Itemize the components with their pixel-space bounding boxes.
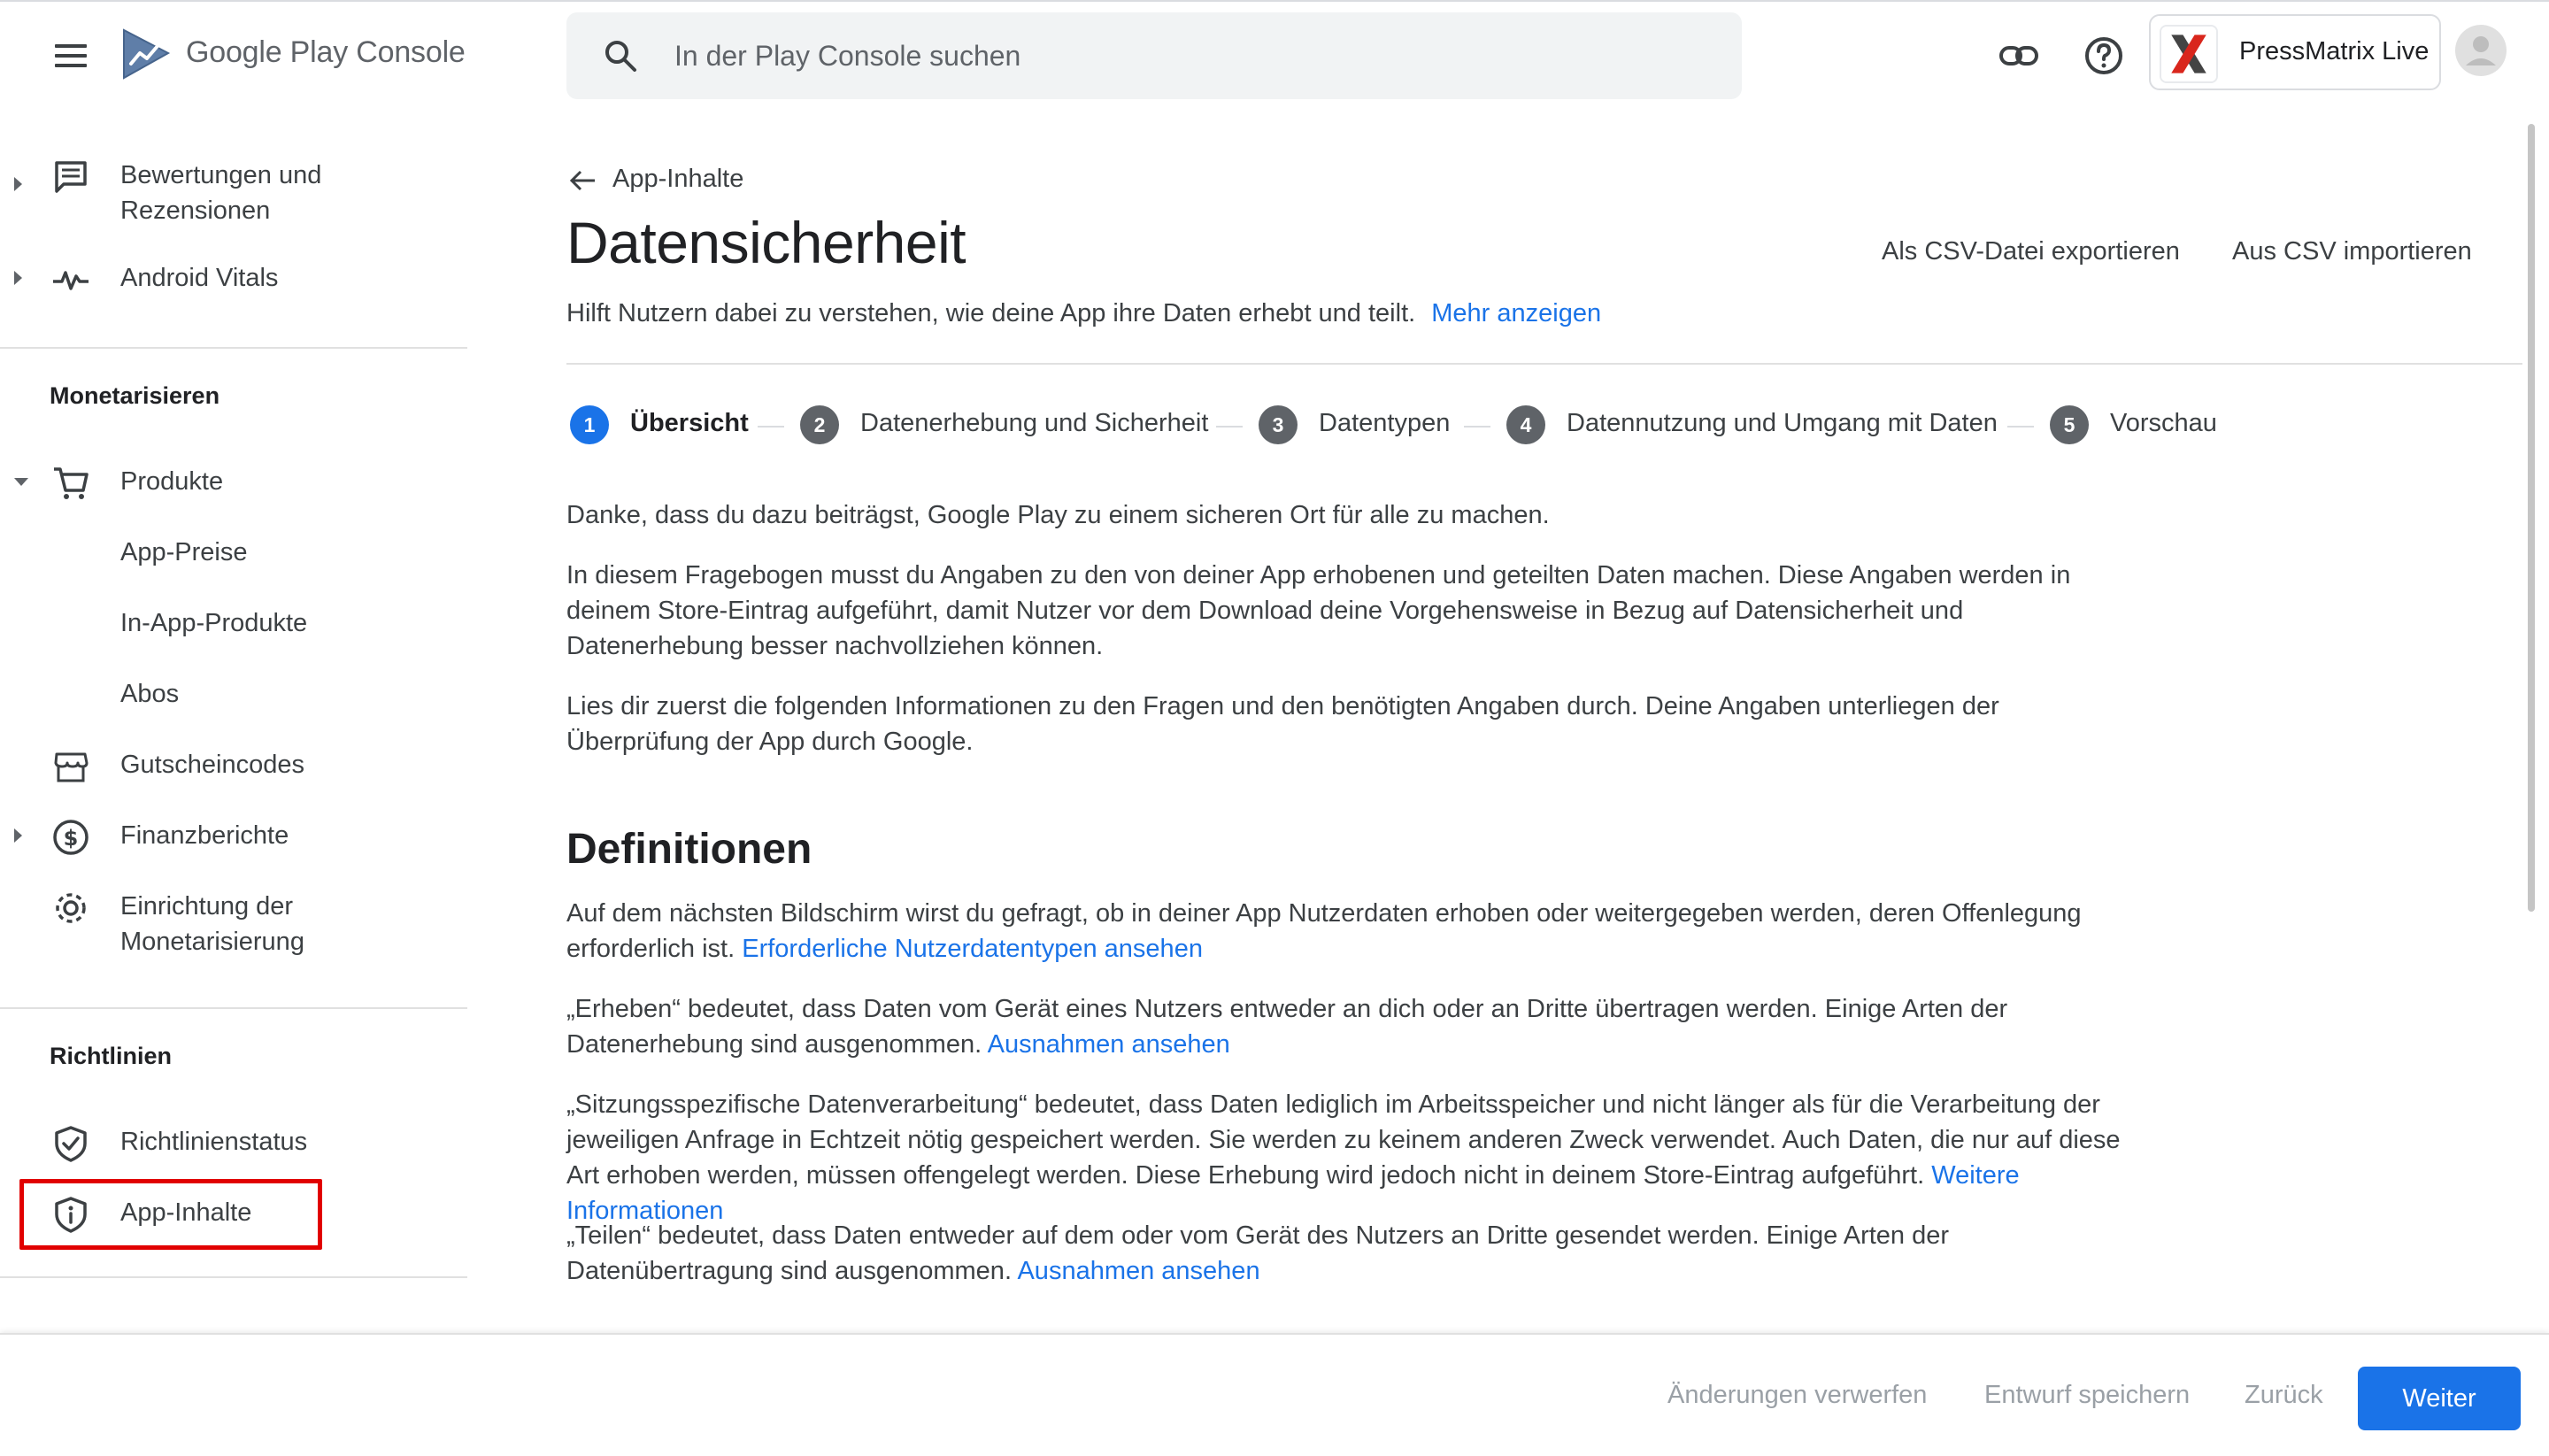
sidebar-item-label: Gutscheincodes	[120, 751, 304, 779]
account-name: PressMatrix Live	[2239, 37, 2430, 65]
definition-text: „Erheben“ bedeutet, dass Daten vom Gerät eines Nutzers entweder an dich oder an Dritte übertragen werden. Einige Arten der Datenerhebung sind ausgenommen.	[566, 995, 2008, 1059]
sidebar-section-policy: Richtlinien	[50, 1043, 173, 1069]
definition-paragraph	[566, 1218, 2151, 1289]
back-link-label: App-Inhalte	[612, 165, 744, 193]
step-label: Datenerhebung und Sicherheit	[860, 409, 1209, 437]
sidebar-section-monetize: Monetarisieren	[50, 382, 220, 409]
definition-paragraph	[566, 896, 2124, 967]
sidebar-item-label: In-App-Produkte	[120, 609, 308, 637]
expand-arrow-icon[interactable]	[14, 271, 22, 285]
page-subtitle	[566, 299, 1601, 328]
step-preview[interactable]	[2046, 400, 2259, 450]
export-csv-button[interactable]: Als CSV-Datei exportieren	[1882, 237, 2180, 266]
definition-text: Auf dem nächsten Bildschirm wirst du gefragt, ob in deiner App Nutzerdaten erhoben oder weitergegeben werden, deren Offenlegung erforderlich ist.	[566, 899, 2082, 963]
step-label: Datennutzung und Umgang mit Daten	[1567, 409, 1998, 437]
step-number: 4	[1506, 405, 1545, 444]
definitions-heading: Definitionen	[566, 826, 812, 873]
step-connector	[758, 426, 784, 428]
developer-account-chip[interactable]	[2149, 14, 2441, 90]
exceptions-link[interactable]: Ausnahmen ansehen	[987, 1030, 1230, 1059]
sidebar-item-label: App-Inhalte	[120, 1198, 252, 1227]
shield-check-icon	[51, 1124, 90, 1163]
search-bar[interactable]	[566, 12, 1742, 99]
step-label: Vorschau	[2110, 409, 2217, 437]
sidebar-item-label: Android Vitals	[120, 264, 279, 292]
step-data-collection[interactable]	[797, 400, 1209, 450]
sidebar-item-monetization-setup[interactable]	[0, 889, 469, 963]
step-number: 1	[570, 405, 609, 444]
help-icon[interactable]	[2082, 34, 2126, 78]
sidebar-item-android-vitals[interactable]	[0, 260, 469, 299]
menu-icon[interactable]	[50, 39, 92, 74]
step-number: 3	[1259, 405, 1298, 444]
definition-text: „Teilen“ bedeutet, dass Daten entweder auf dem oder vom Gerät des Nutzers an Dritte gesendet werden. Einige Arten der Datenübertragung sind ausgenommen.	[566, 1221, 1950, 1285]
sidebar-item-label: Produkte	[120, 467, 224, 496]
person-icon	[2455, 25, 2507, 76]
intro-paragraph: In diesem Fragebogen musst du Angaben zu den von deiner App erhobenen und geteilten Daten machen. Diese Angaben werden in deinem Store-Eintrag aufgeführt, damit Nutzer vor dem Download deine Vorgehensweise in Bezug auf Datensicherheit und Datenerhebung besser nachvollziehen können.	[566, 561, 2071, 660]
search-input[interactable]	[674, 32, 1692, 80]
sidebar-item-label: Richtlinienstatus	[120, 1128, 308, 1156]
step-overview[interactable]	[566, 400, 752, 450]
product-name[interactable]	[186, 35, 466, 70]
highlight-annotation	[19, 1179, 322, 1250]
app-logo-icon	[2160, 25, 2218, 83]
header-divider	[566, 363, 2522, 365]
sidebar-item-label: Bewertungen und Rezensionen	[120, 161, 322, 225]
search-icon	[602, 37, 639, 74]
footer-action-bar	[0, 1333, 2549, 1456]
sidebar-item-app-prices[interactable]	[0, 535, 469, 574]
subtitle-text: Hilft Nutzern dabei zu verstehen, wie deine App ihre Daten erhebt und teilt.	[566, 299, 1416, 327]
reviews-icon	[51, 158, 90, 196]
step-connector	[1216, 426, 1243, 428]
sidebar-divider	[0, 347, 467, 349]
store-icon	[51, 747, 90, 786]
sidebar-item-products[interactable]	[0, 464, 469, 503]
brand-name: Google Play	[186, 35, 349, 69]
next-button[interactable]: Weiter	[2358, 1367, 2521, 1430]
intro-paragraph: Lies dir zuerst die folgenden Informationen zu den Fragen und den benötigten Angaben durch. Deine Angaben unterliegen der Überprüfung der App durch Google.	[566, 692, 1999, 756]
required-data-types-link[interactable]: Erforderliche Nutzerdatentypen ansehen	[742, 935, 1203, 963]
discard-changes-button[interactable]: Änderungen verwerfen	[1667, 1381, 1928, 1409]
step-number: 5	[2050, 405, 2089, 444]
definition-paragraph	[566, 1087, 2142, 1229]
sidebar-item-financial-reports[interactable]	[0, 818, 469, 857]
link-icon[interactable]	[1997, 34, 2041, 78]
definition-text: „Sitzungsspezifische Datenverarbeitung“ bedeutet, dass Daten lediglich im Arbeitsspeicher und nicht länger als für die Verarbeitung der jeweiligen Anfrage in Echtzeit nötig gespeichert werden. Sie werden zu keinem anderen Zweck verwendet. Auch Daten, die nur auf diese Art erhoben werden, müssen offengelegt werden. Diese Erhebung wird jedoch nicht in deinem Store-Eintrag aufgeführt.	[566, 1090, 2121, 1190]
sidebar-nav	[0, 112, 469, 1333]
import-csv-button[interactable]: Aus CSV importieren	[2232, 237, 2472, 266]
top-app-bar	[0, 0, 2549, 112]
gear-icon	[51, 889, 90, 928]
vitals-icon	[51, 260, 90, 299]
sidebar-item-policy-status[interactable]	[0, 1124, 469, 1163]
play-console-logo[interactable]	[119, 27, 173, 81]
expand-arrow-icon[interactable]	[14, 177, 22, 191]
step-label: Datentypen	[1319, 409, 1451, 437]
collapse-arrow-icon[interactable]	[14, 478, 28, 486]
user-avatar[interactable]	[2455, 25, 2507, 76]
definition-paragraph	[566, 991, 2160, 1062]
exceptions-link[interactable]: Ausnahmen ansehen	[1017, 1257, 1260, 1285]
learn-more-link[interactable]: Weitere Informationen	[566, 1161, 2020, 1225]
intro-paragraph: Danke, dass du dazu beiträgst, Google Play zu einem sicheren Ort für alle zu machen.	[566, 501, 1550, 529]
sidebar-item-in-app-products[interactable]	[0, 605, 469, 644]
step-data-usage[interactable]	[1503, 400, 1998, 450]
sidebar-divider	[0, 1007, 467, 1009]
step-connector	[1464, 426, 1490, 428]
sidebar-item-reviews[interactable]	[0, 158, 469, 232]
step-connector	[2007, 426, 2034, 428]
expand-arrow-icon[interactable]	[14, 828, 22, 843]
dollar-icon	[51, 818, 90, 857]
back-button[interactable]: Zurück	[2245, 1381, 2323, 1409]
sidebar-item-label: Finanzberichte	[120, 821, 289, 850]
sidebar-item-promo-codes[interactable]	[0, 747, 469, 786]
stepper	[566, 400, 2514, 450]
page-title: Datensicherheit	[566, 210, 966, 275]
sidebar-item-label: Abos	[120, 680, 180, 708]
sidebar-item-label: App-Preise	[120, 538, 248, 566]
main-content	[566, 112, 2549, 1333]
cart-icon	[51, 464, 90, 503]
step-number: 2	[800, 405, 839, 444]
svg-text:$: $	[63, 826, 79, 851]
sidebar-item-subscriptions[interactable]	[0, 676, 469, 715]
step-data-types[interactable]	[1255, 400, 1467, 450]
sidebar-item-label: Einrichtung der Monetarisierung	[120, 892, 304, 956]
sidebar-divider	[0, 1276, 467, 1278]
brand-suffix: Console	[356, 35, 466, 69]
scrollbar[interactable]	[2528, 124, 2535, 912]
more-link[interactable]: Mehr anzeigen	[1431, 299, 1602, 327]
arrow-back-icon	[568, 168, 597, 193]
step-label: Übersicht	[630, 409, 749, 437]
save-draft-button[interactable]: Entwurf speichern	[1984, 1381, 2191, 1409]
top-border	[0, 0, 2549, 2]
